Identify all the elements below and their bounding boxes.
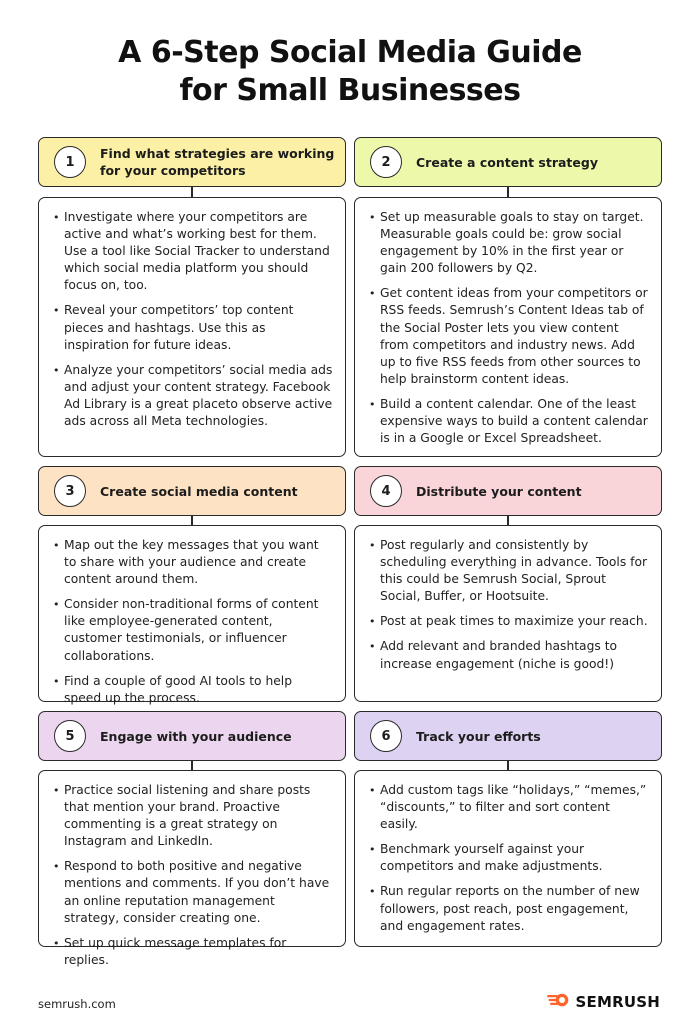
step-1-number: 1 [54, 146, 86, 178]
step-1-title-line-1: Find what strategies are working [100, 146, 335, 161]
step-3-body [38, 525, 346, 705]
list-item: • Post at peak times to maximize your reach. [369, 613, 649, 630]
step-5-bullet-list [53, 782, 333, 969]
step-2-body [354, 197, 662, 457]
step-2-number: 2 [370, 146, 402, 178]
list-item: • Post regularly and consistently by scheduling everything in advance. Tools for this could be Semrush Social, Sprout Social, Buffer, or Hootsuite. [369, 537, 649, 605]
list-item: • Investigate where your competitors are active and what’s working best for them. Use a tool like Social Tracker to understand which social media platform you should focus on, too. [53, 209, 333, 294]
step-5-number: 5 [54, 720, 86, 752]
page-title-line-1: A 6-Step Social Media Guide [118, 35, 582, 70]
step-4-header [354, 466, 662, 516]
list-item: • Run regular reports on the number of new followers, post reach, post engagement, and engagement rates. [369, 883, 649, 934]
step-5-title: Engage with your audience [100, 728, 292, 744]
step-6-title: Track your efforts [416, 728, 541, 744]
list-item: • Add relevant and branded hashtags to increase engagement (niche is good!) [369, 638, 649, 672]
step-5-body [38, 770, 346, 967]
list-item: • Get content ideas from your competitors or RSS feeds. Semrush’s Content Ideas tab of the Social Poster lets you view content from competitors and industry news. Add up to five RSS feeds from other sources to help brainstorm content ideas. [369, 285, 649, 388]
list-item: • Reveal your competitors’ top content pieces and hashtags. Use this as inspiration for future ideas. [53, 302, 333, 353]
list-item: • Respond to both positive and negative mentions and comments. If you don’t have an online reputation management strategy, consider creating one. [53, 858, 333, 926]
step-1-title [100, 145, 334, 179]
step-3-number: 3 [54, 475, 86, 507]
list-item: • Practice social listening and share posts that mention your brand. Proactive commenting is a great strategy on Instagram and LinkedIn. [53, 782, 333, 850]
page-title [0, 34, 700, 110]
step-4-title: Distribute your content [416, 483, 582, 499]
list-item: • Set up measurable goals to stay on target. Measurable goals could be: grow social engagement by 10% in the first year or gain 200 followers by Q2. [369, 209, 649, 277]
step-2-header [354, 137, 662, 187]
step-2-connector [507, 187, 509, 197]
step-6-header [354, 711, 662, 761]
step-1-body [38, 197, 346, 457]
list-item: • Benchmark yourself against your competitors and make adjustments. [369, 841, 649, 875]
footer-site-link[interactable]: semrush.com [38, 997, 116, 1011]
step-6-bullet-list [369, 782, 649, 935]
list-item: • Build a content calendar. One of the least expensive ways to build a content calendar is in a Google or Excel Spreadsheet. [369, 396, 649, 447]
step-5-header [38, 711, 346, 761]
list-item: • Find a couple of good AI tools to help speed up the process. [53, 673, 333, 707]
list-item: • Consider non-traditional forms of content like employee-generated content, customer testimonials, or influencer collaborations. [53, 596, 333, 664]
list-item: • Analyze your competitors’ social media ads and adjust your content strategy. Facebook Ad Library is a great placeto observe active ads across all Meta technologies. [53, 362, 333, 430]
step-4-body [354, 525, 662, 702]
step-1-bullet-list [53, 209, 333, 430]
semrush-logo [547, 992, 660, 1012]
step-4-number: 4 [370, 475, 402, 507]
page-title-line-2: for Small Businesses [179, 73, 521, 108]
step-1-header [38, 137, 346, 187]
step-2-title: Create a content strategy [416, 154, 598, 170]
semrush-wordmark: SEMRUSH [575, 993, 660, 1011]
step-3-header [38, 466, 346, 516]
list-item: • Add custom tags like “holidays,” “memes,” “discounts,” to filter and sort content easily. [369, 782, 649, 833]
step-6-number: 6 [370, 720, 402, 752]
step-2-bullet-list [369, 209, 649, 447]
step-4-bullet-list [369, 537, 649, 673]
list-item: • Map out the key messages that you want to share with your audience and create content around them. [53, 537, 333, 588]
semrush-flame-icon [547, 992, 571, 1012]
step-6-body [354, 770, 662, 947]
list-item: • Set up quick message templates for replies. [53, 935, 333, 969]
step-3-bullet-list [53, 537, 333, 707]
step-3-title: Create social media content [100, 483, 298, 499]
step-1-title-line-2: for your competitors [100, 163, 246, 178]
step-1-connector [191, 187, 193, 197]
